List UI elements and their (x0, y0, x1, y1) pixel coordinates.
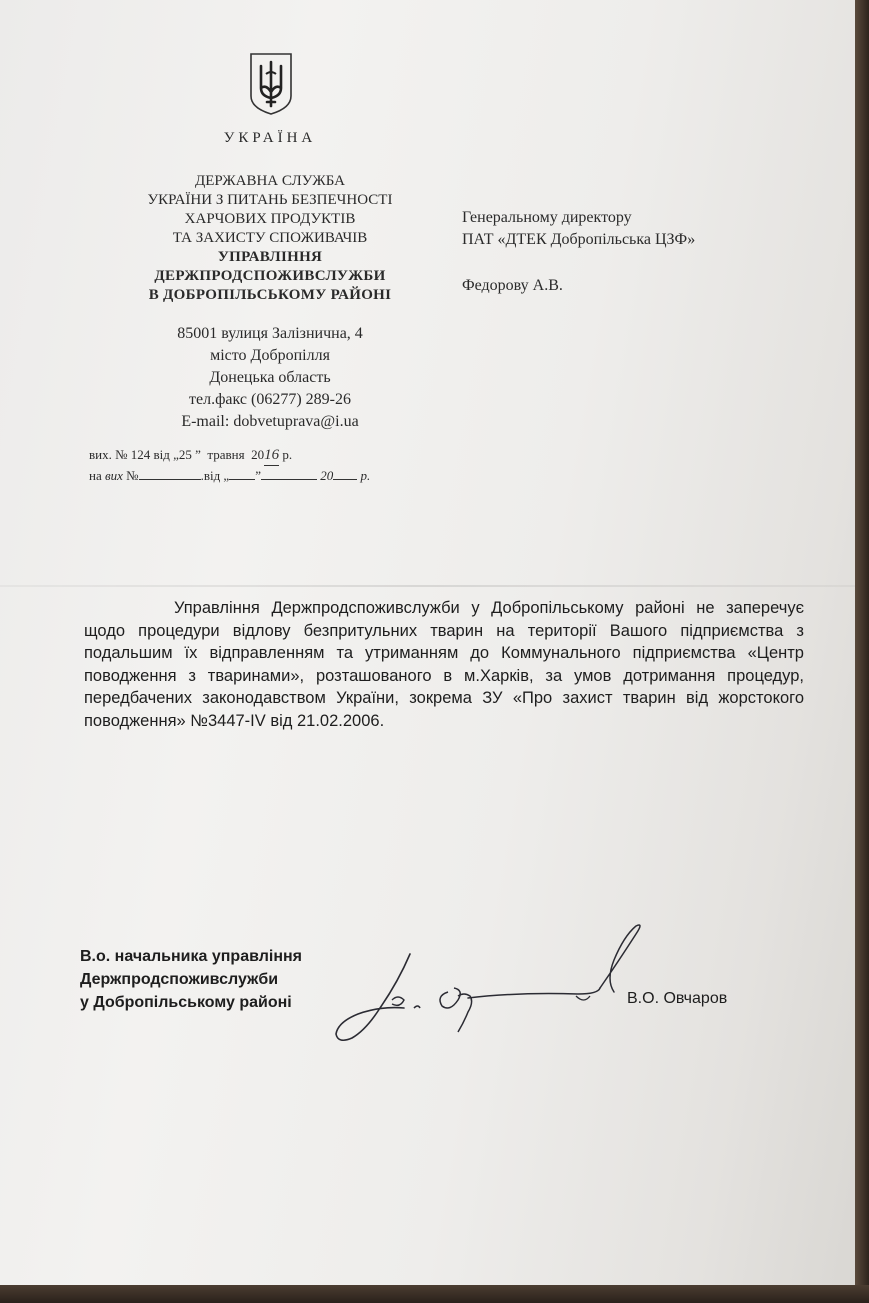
address-line: 85001 вулиця Залізнична, 4 (177, 325, 363, 342)
signer-title-line: В.о. начальника управління (80, 948, 302, 965)
outgoing-day: 25 (178, 447, 192, 462)
signer-title (80, 945, 302, 1014)
department-line: УПРАВЛІННЯ (217, 249, 323, 265)
outgoing-line: вих. № 124 від „25 ” травня 2016 р. (89, 445, 370, 466)
outgoing-year: 16 (264, 445, 279, 466)
country-title: УКРАЇНА (223, 130, 317, 146)
service-line: УКРАЇНИ З ПИТАНЬ БЕЗПЕЧНОСТІ (147, 192, 393, 208)
address-line: тел.факс (06277) 289-26 (188, 391, 351, 408)
incoming-day-blank (229, 479, 255, 480)
signer-name: В.О. Овчаров (627, 990, 728, 1007)
recipient-company: ПАТ «ДТЕК Добропільська ЦЗФ» (462, 231, 696, 248)
recipient-name: Федорову А.В. (462, 277, 563, 294)
outgoing-reference (89, 445, 370, 486)
incoming-year-blank (333, 479, 357, 480)
signer-title-line: у Добропільському районі (80, 994, 292, 1011)
recipient-position: Генеральному директору (462, 209, 632, 226)
department-line: ДЕРЖПРОДСПОЖИВСЛУЖБИ (154, 268, 386, 284)
handwritten-signature (318, 912, 668, 1052)
address-line: Донецька область (209, 369, 331, 386)
address-line: місто Добропілля (210, 347, 330, 364)
service-line: ДЕРЖАВНА СЛУЖБА (194, 173, 345, 189)
signer-title-line: Держпродспоживслужби (80, 971, 279, 988)
department-line: В ДОБРОПІЛЬСЬКОМУ РАЙОНІ (148, 287, 392, 303)
table-edge-bottom (0, 1285, 869, 1303)
outgoing-month: травня (207, 447, 245, 462)
incoming-month-blank (261, 479, 317, 480)
outgoing-number: 124 (130, 447, 151, 462)
table-edge-right (855, 0, 869, 1303)
sender-address (100, 323, 440, 433)
service-line: ТА ЗАХИСТУ СПОЖИВАЧІВ (172, 230, 368, 246)
letter-body: Управління Держпродспоживслужби у Добропільському районі не заперечує щодо процедури відлову безпритульних тварин на території Вашого підприємства з подальшим їх відправленням та утриманням до Коммунального підприємства «Центр поводження з тваринами», розташованого в м.Харків, за умов дотримання процедур, передбачених законодавством України, зокрема ЗУ «Про захист тварин від жорстокого поводження» №3447-IV від 21.02.2006. (84, 599, 804, 730)
trident-icon (247, 52, 295, 116)
email-line: E-mail: dobvetuprava@i.ua (181, 413, 359, 430)
recipient-block (462, 207, 695, 297)
incoming-line: на вих № .від „ ” 20 р. (89, 468, 371, 483)
service-line: ХАРЧОВИХ ПРОДУКТІВ (184, 211, 356, 227)
incoming-number-blank (139, 479, 201, 480)
paper-fold (0, 585, 855, 587)
service-name (100, 172, 440, 305)
